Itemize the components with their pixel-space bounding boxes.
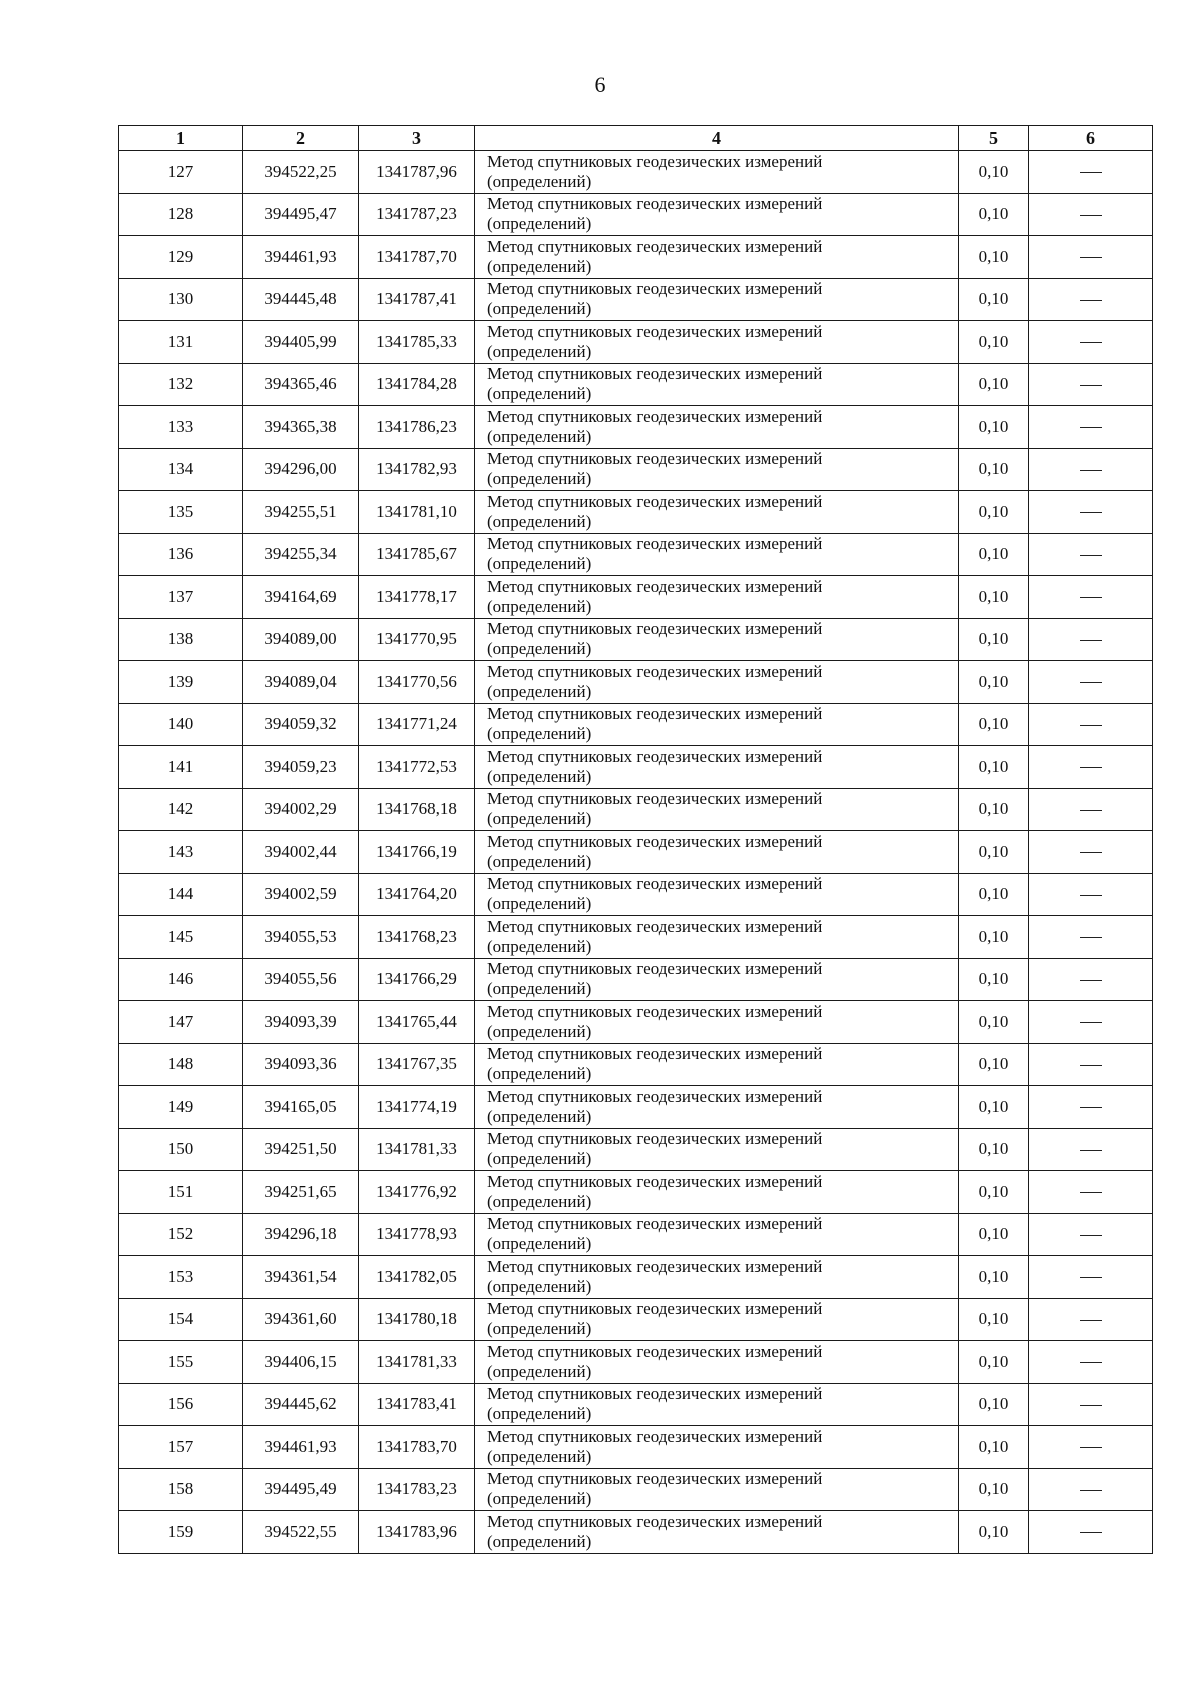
dash-mark [1080,1447,1102,1448]
method-cell: Метод спутниковых геодезических измерений (определений) [475,1171,959,1214]
accuracy-cell: 0,10 [959,1341,1029,1384]
accuracy-cell: 0,10 [959,193,1029,236]
description-cell [1029,576,1153,619]
description-cell [1029,151,1153,194]
dash-mark [1080,1362,1102,1363]
y-coordinate-cell: 1341781,33 [359,1341,475,1384]
dash-mark [1080,512,1102,513]
point-number-cell: 138 [119,618,243,661]
description-cell [1029,193,1153,236]
dash-mark [1080,1150,1102,1151]
dash-mark [1080,1235,1102,1236]
method-cell: Метод спутниковых геодезических измерений (определений) [475,491,959,534]
description-cell [1029,1341,1153,1384]
dash-mark [1080,215,1102,216]
point-number-cell: 136 [119,533,243,576]
method-cell: Метод спутниковых геодезических измерений (определений) [475,1383,959,1426]
method-cell: Метод спутниковых геодезических измерений (определений) [475,321,959,364]
point-number-cell: 127 [119,151,243,194]
method-cell: Метод спутниковых геодезических измерений (определений) [475,661,959,704]
dash-mark [1080,682,1102,683]
table-row [119,406,1153,449]
y-coordinate-cell: 1341770,56 [359,661,475,704]
x-coordinate-cell: 394002,59 [243,873,359,916]
x-coordinate-cell: 394495,49 [243,1468,359,1511]
y-coordinate-cell: 1341776,92 [359,1171,475,1214]
dash-mark [1080,895,1102,896]
method-cell: Метод спутниковых геодезических измерений (определений) [475,236,959,279]
table-row [119,576,1153,619]
table-row [119,1213,1153,1256]
dash-mark [1080,1192,1102,1193]
dash-mark [1080,640,1102,641]
description-cell [1029,958,1153,1001]
point-number-cell: 132 [119,363,243,406]
x-coordinate-cell: 394522,55 [243,1511,359,1554]
table-row [119,1511,1153,1554]
point-number-cell: 154 [119,1298,243,1341]
description-cell [1029,1086,1153,1129]
x-coordinate-cell: 394406,15 [243,1341,359,1384]
y-coordinate-cell: 1341787,41 [359,278,475,321]
point-number-cell: 146 [119,958,243,1001]
method-cell: Метод спутниковых геодезических измерений (определений) [475,703,959,746]
accuracy-cell: 0,10 [959,618,1029,661]
dash-mark [1080,257,1102,258]
x-coordinate-cell: 394365,38 [243,406,359,449]
y-coordinate-cell: 1341783,41 [359,1383,475,1426]
accuracy-cell: 0,10 [959,448,1029,491]
description-cell [1029,533,1153,576]
method-cell: Метод спутниковых геодезических измерений (определений) [475,1256,959,1299]
x-coordinate-cell: 394002,44 [243,831,359,874]
accuracy-cell: 0,10 [959,703,1029,746]
table-row [119,958,1153,1001]
table-row [119,321,1153,364]
dash-mark [1080,1490,1102,1491]
dash-mark [1080,1532,1102,1533]
method-cell: Метод спутниковых геодезических измерений (определений) [475,873,959,916]
method-cell: Метод спутниковых геодезических измерений (определений) [475,278,959,321]
column-header-3: 3 [359,126,475,151]
table-row [119,491,1153,534]
accuracy-cell: 0,10 [959,1128,1029,1171]
x-coordinate-cell: 394361,60 [243,1298,359,1341]
description-cell [1029,1001,1153,1044]
table-row [119,746,1153,789]
point-number-cell: 149 [119,1086,243,1129]
accuracy-cell: 0,10 [959,1213,1029,1256]
method-cell: Метод спутниковых геодезических измерений (определений) [475,151,959,194]
table-row [119,703,1153,746]
column-header-5: 5 [959,126,1029,151]
method-cell: Метод спутниковых геодезических измерений (определений) [475,1128,959,1171]
description-cell [1029,278,1153,321]
description-cell [1029,1426,1153,1469]
method-cell: Метод спутниковых геодезических измерений (определений) [475,1298,959,1341]
y-coordinate-cell: 1341783,23 [359,1468,475,1511]
table-row [119,788,1153,831]
table-row [119,1426,1153,1469]
table-row [119,1298,1153,1341]
description-cell [1029,1298,1153,1341]
accuracy-cell: 0,10 [959,1426,1029,1469]
x-coordinate-cell: 394089,00 [243,618,359,661]
point-number-cell: 158 [119,1468,243,1511]
method-cell: Метод спутниковых геодезических измерений (определений) [475,958,959,1001]
dash-mark [1080,810,1102,811]
table-body [119,151,1153,1554]
description-cell [1029,321,1153,364]
point-number-cell: 159 [119,1511,243,1554]
accuracy-cell: 0,10 [959,916,1029,959]
table-row [119,193,1153,236]
description-cell [1029,1171,1153,1214]
point-number-cell: 140 [119,703,243,746]
accuracy-cell: 0,10 [959,406,1029,449]
accuracy-cell: 0,10 [959,788,1029,831]
point-number-cell: 151 [119,1171,243,1214]
description-cell [1029,1128,1153,1171]
table-row [119,873,1153,916]
method-cell: Метод спутниковых геодезических измерений (определений) [475,1511,959,1554]
description-cell [1029,1043,1153,1086]
table-row [119,236,1153,279]
dash-mark [1080,172,1102,173]
accuracy-cell: 0,10 [959,1086,1029,1129]
description-cell [1029,1511,1153,1554]
dash-mark [1080,1022,1102,1023]
y-coordinate-cell: 1341787,23 [359,193,475,236]
coordinates-table [118,125,1153,1554]
point-number-cell: 135 [119,491,243,534]
method-cell: Метод спутниковых геодезических измерений (определений) [475,788,959,831]
description-cell [1029,363,1153,406]
table-row [119,363,1153,406]
y-coordinate-cell: 1341783,70 [359,1426,475,1469]
description-cell [1029,1468,1153,1511]
point-number-cell: 133 [119,406,243,449]
point-number-cell: 141 [119,746,243,789]
accuracy-cell: 0,10 [959,1256,1029,1299]
dash-mark [1080,385,1102,386]
y-coordinate-cell: 1341787,70 [359,236,475,279]
accuracy-cell: 0,10 [959,151,1029,194]
point-number-cell: 155 [119,1341,243,1384]
method-cell: Метод спутниковых геодезических измерений (определений) [475,406,959,449]
y-coordinate-cell: 1341781,33 [359,1128,475,1171]
point-number-cell: 157 [119,1426,243,1469]
point-number-cell: 156 [119,1383,243,1426]
table-row [119,916,1153,959]
page-number: 6 [594,72,606,97]
x-coordinate-cell: 394164,69 [243,576,359,619]
method-cell: Метод спутниковых геодезических измерений (определений) [475,916,959,959]
description-cell [1029,491,1153,534]
y-coordinate-cell: 1341782,05 [359,1256,475,1299]
dash-mark [1080,1065,1102,1066]
point-number-cell: 128 [119,193,243,236]
dash-mark [1080,1277,1102,1278]
y-coordinate-cell: 1341784,28 [359,363,475,406]
x-coordinate-cell: 394059,23 [243,746,359,789]
description-cell [1029,873,1153,916]
column-header-4: 4 [475,126,959,151]
accuracy-cell: 0,10 [959,661,1029,704]
y-coordinate-cell: 1341778,93 [359,1213,475,1256]
method-cell: Метод спутниковых геодезических измерений (определений) [475,746,959,789]
y-coordinate-cell: 1341764,20 [359,873,475,916]
dash-mark [1080,300,1102,301]
description-cell [1029,236,1153,279]
method-cell: Метод спутниковых геодезических измерений (определений) [475,363,959,406]
table-row [119,1043,1153,1086]
table-row [119,533,1153,576]
accuracy-cell: 0,10 [959,533,1029,576]
table-row [119,1128,1153,1171]
x-coordinate-cell: 394495,47 [243,193,359,236]
table-row [119,661,1153,704]
description-cell [1029,1383,1153,1426]
dash-mark [1080,1107,1102,1108]
x-coordinate-cell: 394461,93 [243,236,359,279]
method-cell: Метод спутниковых геодезических измерений (определений) [475,1426,959,1469]
point-number-cell: 152 [119,1213,243,1256]
table-row [119,831,1153,874]
x-coordinate-cell: 394445,48 [243,278,359,321]
description-cell [1029,703,1153,746]
accuracy-cell: 0,10 [959,1171,1029,1214]
accuracy-cell: 0,10 [959,363,1029,406]
method-cell: Метод спутниковых геодезических измерений (определений) [475,1001,959,1044]
y-coordinate-cell: 1341767,35 [359,1043,475,1086]
accuracy-cell: 0,10 [959,1468,1029,1511]
description-cell [1029,1256,1153,1299]
point-number-cell: 147 [119,1001,243,1044]
table-row [119,278,1153,321]
accuracy-cell: 0,10 [959,491,1029,534]
y-coordinate-cell: 1341786,23 [359,406,475,449]
x-coordinate-cell: 394255,51 [243,491,359,534]
column-header-6: 6 [1029,126,1153,151]
x-coordinate-cell: 394255,34 [243,533,359,576]
table-row [119,1341,1153,1384]
accuracy-cell: 0,10 [959,1511,1029,1554]
method-cell: Метод спутниковых геодезических измерений (определений) [475,831,959,874]
dash-mark [1080,937,1102,938]
method-cell: Метод спутниковых геодезических измерений (определений) [475,1043,959,1086]
dash-mark [1080,1320,1102,1321]
y-coordinate-cell: 1341785,33 [359,321,475,364]
y-coordinate-cell: 1341770,95 [359,618,475,661]
y-coordinate-cell: 1341787,96 [359,151,475,194]
dash-mark [1080,767,1102,768]
table-row [119,448,1153,491]
method-cell: Метод спутниковых геодезических измерений (определений) [475,618,959,661]
point-number-cell: 145 [119,916,243,959]
table-row [119,1468,1153,1511]
y-coordinate-cell: 1341766,19 [359,831,475,874]
dash-mark [1080,852,1102,853]
x-coordinate-cell: 394296,00 [243,448,359,491]
method-cell: Метод спутниковых геодезических измерений (определений) [475,193,959,236]
point-number-cell: 139 [119,661,243,704]
x-coordinate-cell: 394002,29 [243,788,359,831]
table-row [119,1256,1153,1299]
description-cell [1029,661,1153,704]
x-coordinate-cell: 394361,54 [243,1256,359,1299]
x-coordinate-cell: 394093,36 [243,1043,359,1086]
x-coordinate-cell: 394055,56 [243,958,359,1001]
point-number-cell: 134 [119,448,243,491]
y-coordinate-cell: 1341768,18 [359,788,475,831]
dash-mark [1080,555,1102,556]
point-number-cell: 150 [119,1128,243,1171]
table-row [119,618,1153,661]
point-number-cell: 137 [119,576,243,619]
description-cell [1029,831,1153,874]
y-coordinate-cell: 1341780,18 [359,1298,475,1341]
point-number-cell: 144 [119,873,243,916]
description-cell [1029,406,1153,449]
method-cell: Метод спутниковых геодезических измерений (определений) [475,1341,959,1384]
y-coordinate-cell: 1341771,24 [359,703,475,746]
y-coordinate-cell: 1341772,53 [359,746,475,789]
point-number-cell: 148 [119,1043,243,1086]
y-coordinate-cell: 1341768,23 [359,916,475,959]
column-header-1: 1 [119,126,243,151]
accuracy-cell: 0,10 [959,958,1029,1001]
y-coordinate-cell: 1341782,93 [359,448,475,491]
method-cell: Метод спутниковых геодезических измерений (определений) [475,1468,959,1511]
x-coordinate-cell: 394089,04 [243,661,359,704]
x-coordinate-cell: 394165,05 [243,1086,359,1129]
y-coordinate-cell: 1341774,19 [359,1086,475,1129]
x-coordinate-cell: 394093,39 [243,1001,359,1044]
point-number-cell: 153 [119,1256,243,1299]
y-coordinate-cell: 1341783,96 [359,1511,475,1554]
x-coordinate-cell: 394251,65 [243,1171,359,1214]
accuracy-cell: 0,10 [959,236,1029,279]
accuracy-cell: 0,10 [959,576,1029,619]
y-coordinate-cell: 1341766,29 [359,958,475,1001]
table-header-row [119,126,1153,151]
x-coordinate-cell: 394522,25 [243,151,359,194]
dash-mark [1080,427,1102,428]
dash-mark [1080,470,1102,471]
y-coordinate-cell: 1341765,44 [359,1001,475,1044]
x-coordinate-cell: 394251,50 [243,1128,359,1171]
accuracy-cell: 0,10 [959,1001,1029,1044]
method-cell: Метод спутниковых геодезических измерений (определений) [475,576,959,619]
description-cell [1029,788,1153,831]
method-cell: Метод спутниковых геодезических измерений (определений) [475,533,959,576]
accuracy-cell: 0,10 [959,278,1029,321]
table-row [119,1001,1153,1044]
point-number-cell: 143 [119,831,243,874]
description-cell [1029,1213,1153,1256]
method-cell: Метод спутниковых геодезических измерений (определений) [475,1213,959,1256]
dash-mark [1080,1405,1102,1406]
x-coordinate-cell: 394059,32 [243,703,359,746]
dash-mark [1080,597,1102,598]
dash-mark [1080,980,1102,981]
table-row [119,1086,1153,1129]
accuracy-cell: 0,10 [959,1043,1029,1086]
description-cell [1029,916,1153,959]
accuracy-cell: 0,10 [959,321,1029,364]
accuracy-cell: 0,10 [959,746,1029,789]
table-row [119,1383,1153,1426]
x-coordinate-cell: 394296,18 [243,1213,359,1256]
column-header-2: 2 [243,126,359,151]
x-coordinate-cell: 394365,46 [243,363,359,406]
description-cell [1029,618,1153,661]
dash-mark [1080,342,1102,343]
point-number-cell: 142 [119,788,243,831]
x-coordinate-cell: 394461,93 [243,1426,359,1469]
accuracy-cell: 0,10 [959,1383,1029,1426]
y-coordinate-cell: 1341778,17 [359,576,475,619]
method-cell: Метод спутниковых геодезических измерений (определений) [475,448,959,491]
point-number-cell: 130 [119,278,243,321]
dash-mark [1080,725,1102,726]
method-cell: Метод спутниковых геодезических измерений (определений) [475,1086,959,1129]
accuracy-cell: 0,10 [959,873,1029,916]
point-number-cell: 129 [119,236,243,279]
y-coordinate-cell: 1341785,67 [359,533,475,576]
x-coordinate-cell: 394405,99 [243,321,359,364]
table-row [119,1171,1153,1214]
accuracy-cell: 0,10 [959,831,1029,874]
description-cell [1029,448,1153,491]
y-coordinate-cell: 1341781,10 [359,491,475,534]
description-cell [1029,746,1153,789]
x-coordinate-cell: 394055,53 [243,916,359,959]
table-row [119,151,1153,194]
point-number-cell: 131 [119,321,243,364]
x-coordinate-cell: 394445,62 [243,1383,359,1426]
accuracy-cell: 0,10 [959,1298,1029,1341]
